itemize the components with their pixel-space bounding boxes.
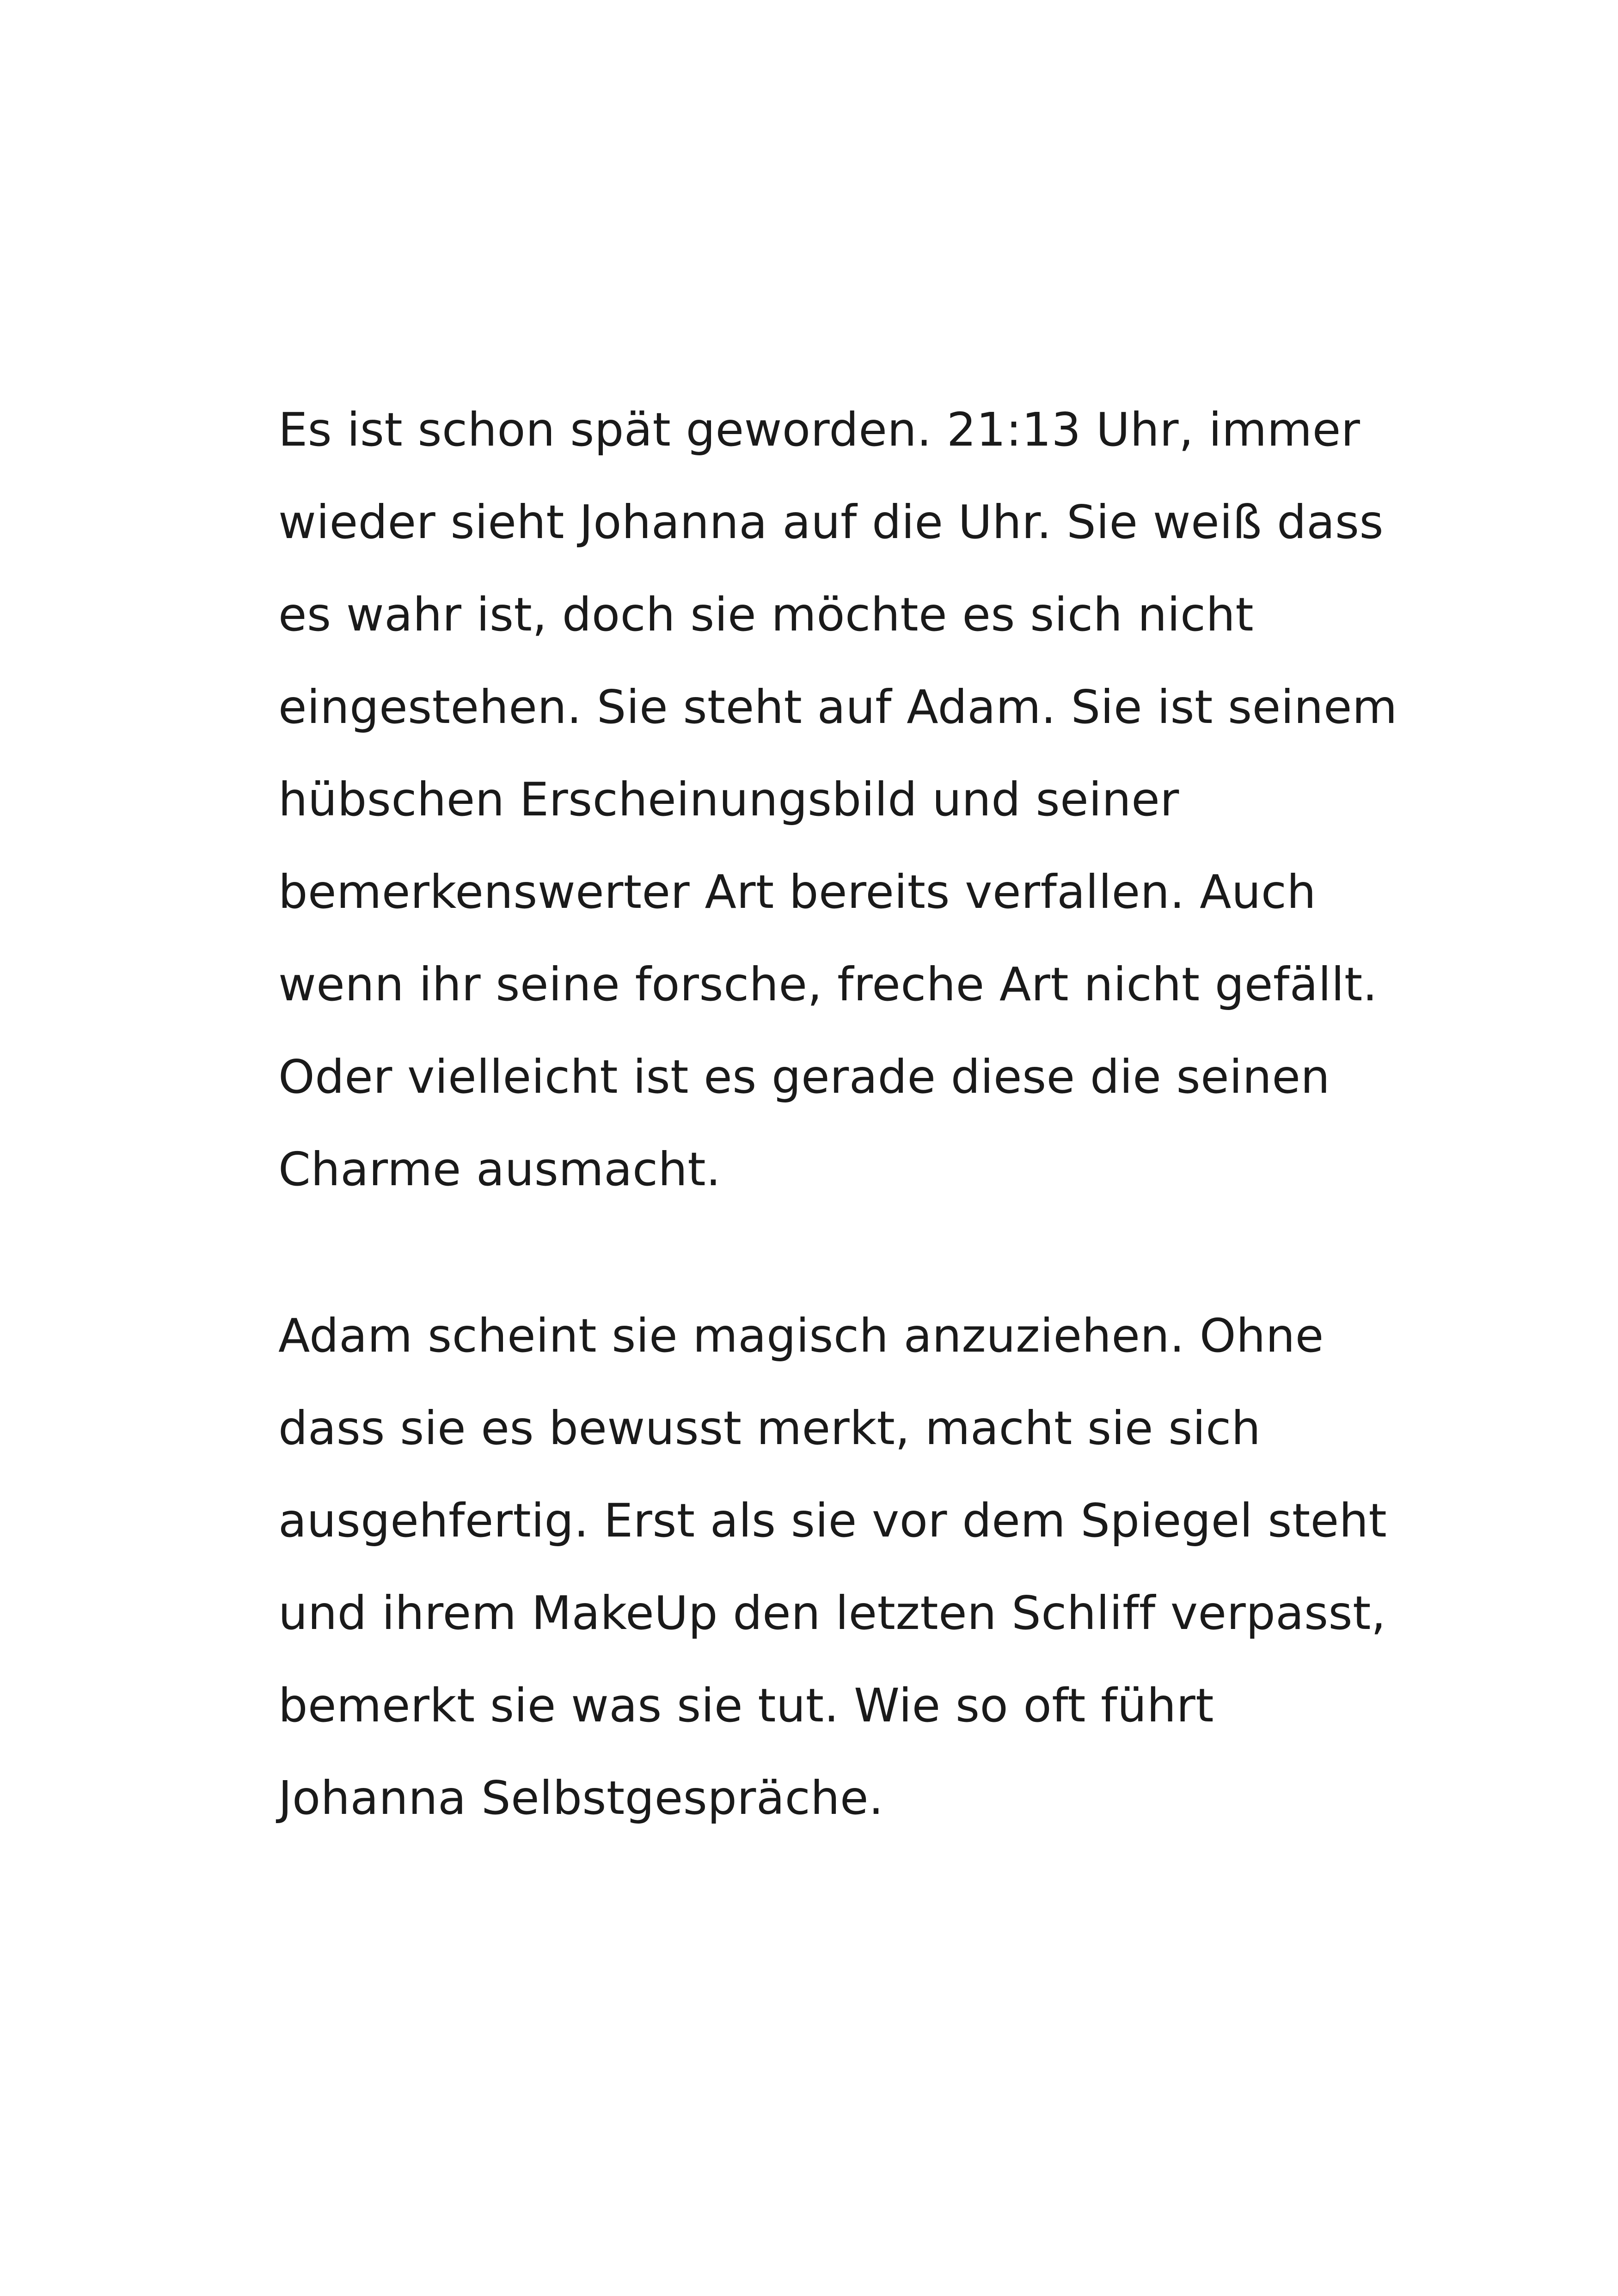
text-line: bemerkenswerter Art bereits verfallen. Auch [278,865,1317,919]
text-line: eingestehen. Sie steht auf Adam. Sie ist seinem [278,680,1397,734]
text-line: Charme ausmacht. [278,1142,721,1196]
text-line: dass sie es bewusst merkt, macht sie sich [278,1401,1261,1455]
paragraph-2 [278,1290,1387,1844]
paragraph-1 [278,384,1397,1216]
text-line: Oder vielleicht ist es gerade diese die seinen [278,1050,1330,1104]
text-line: ausgehfertig. Erst als sie vor dem Spiegel steht [278,1494,1387,1548]
text-line: es wahr ist, doch sie möchte es sich nicht [278,588,1254,642]
text-line: und ihrem MakeUp den letzten Schliff verpasst, [278,1586,1386,1640]
text-line: wieder sieht Johanna auf die Uhr. Sie weiß dass [278,495,1384,549]
text-line: Es ist schon spät geworden. 21:13 Uhr, immer [278,403,1361,457]
text-line: bemerkt sie was sie tut. Wie so oft führt [278,1678,1214,1733]
text-line: hübschen Erscheinungsbild und seiner [278,772,1179,827]
text-line: Johanna Selbstgespräche. [278,1771,884,1825]
text-line: Adam scheint sie magisch anzuziehen. Ohne [278,1309,1324,1363]
text-line: wenn ihr seine forsche, freche Art nicht gefällt. [278,957,1378,1011]
